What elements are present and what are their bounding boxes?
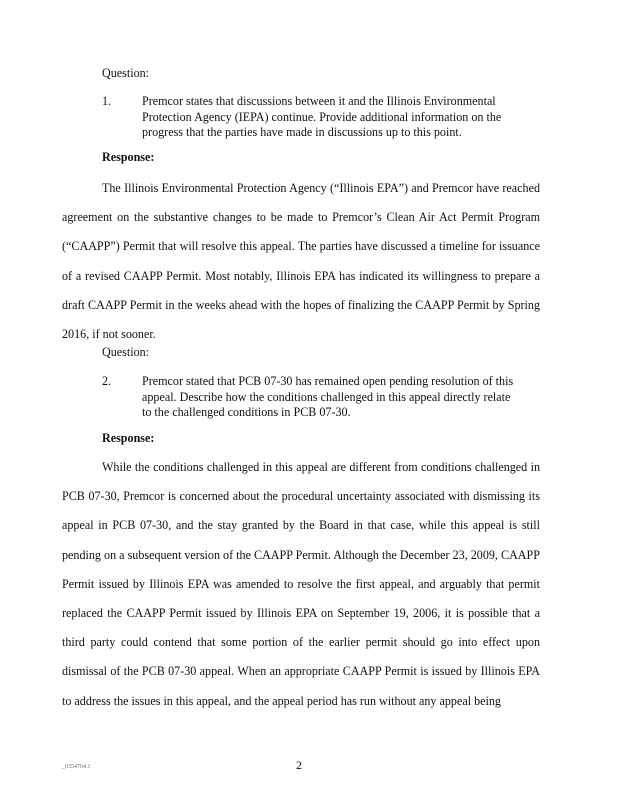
question-2-text: Premcor stated that PCB 07-30 has remained open pending resolution of this appeal. Describe how the conditions challenged in this appeal directly relate to the challenged conditions in PCB 07-30.	[142, 374, 514, 419]
document-code: _0354764.1	[62, 764, 91, 770]
question-1-text: Premcor states that discussions between it and the Illinois Environmental Protection Agency (IEPA) continue. Provide additional information on the progress that the parties have made in discussions up to this point.	[142, 94, 502, 139]
response-label-2: Response:	[102, 431, 155, 445]
question-2-number: 2.	[102, 374, 112, 388]
response-1-paragraph: The Illinois Environmental Protection Agency (“Illinois EPA”) and Premcor have reached agreement on the substantive changes to be made to Premcor’s Clean Air Act Permit Program (“CAAPP”) Permit that will resolve this appeal. The parties have discussed a timeline for issuance of a revised CAAPP Permit. Most notably, Illinois EPA has indicated its willingness to prepare a draft CAAPP Permit in the weeks ahead with the hopes of finalizing the CAAPP Permit by Spring 2016, if not sooner.	[62, 181, 540, 342]
question-label-2: Question:	[102, 345, 150, 359]
response-label-1: Response:	[102, 150, 155, 164]
response-2-paragraph: While the conditions challenged in this appeal are different from conditions challenged in PCB 07-30, Premcor is concerned about the procedural uncertainty associated with dismissing its appeal in PCB 07-30, and the stay granted by the Board in that case, while this appeal is still pending on a subsequent version of the CAAPP Permit. Although the December 23, 2009, CAAPP Permit issued by Illinois EPA was amended to resolve the first appeal, and arguably that permit replaced the CAAPP Permit issued by Illinois EPA on September 19, 2006, it is possible that a third party could contend that some portion of the earlier permit should go into effect upon dismissal of the PCB 07-30 appeal. When an appropriate CAAPP Permit is issued by Illinois EPA to address the issues in this appeal, and the appeal period has run without any appeal being	[62, 460, 540, 708]
page-number: 2	[296, 758, 302, 772]
question-1-number: 1.	[102, 94, 112, 108]
question-label-1: Question:	[102, 66, 150, 80]
